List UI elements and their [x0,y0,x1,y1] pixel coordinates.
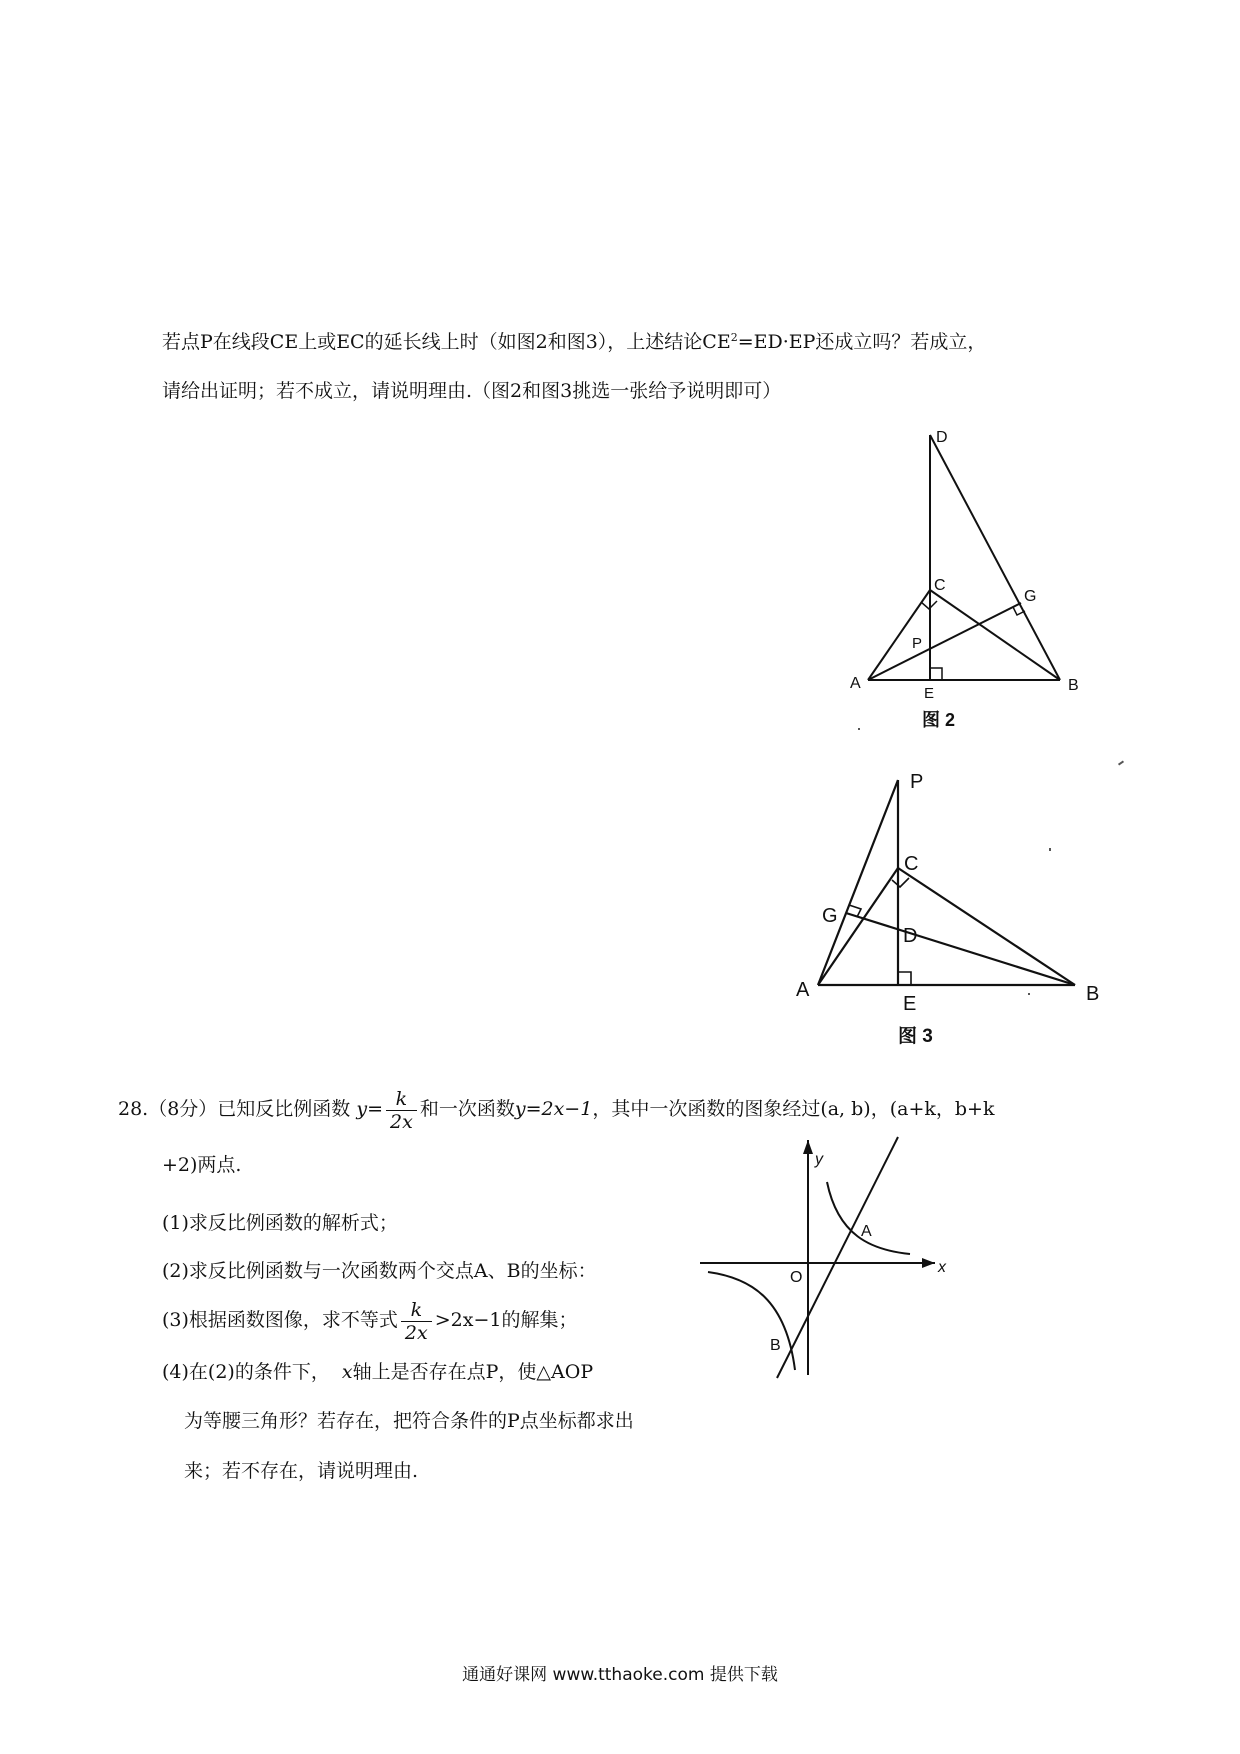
fig2-label-c: C [934,577,946,594]
q28-line2: +2)两点. [162,1154,242,1176]
fig3-label-p: P [910,771,924,793]
graph-label-y: y [815,1151,823,1168]
q28-linear-function: y=2x−1 [514,1098,593,1120]
q28-y-equals: y= [356,1098,384,1120]
q28-sub2: (2)求反比例函数与一次函数两个交点A、B的坐标： [162,1260,597,1282]
q28-sub3-fraction-numerator: k [401,1299,432,1322]
q28-rest-text: ，其中一次函数的图象经过(a, b)，(a+k，b+k [592,1098,995,1120]
q28-sub3-text-a: (3)根据函数图像，求不等式 [162,1309,398,1331]
fig3-label-d: D [903,925,918,947]
graph-label-origin: O [790,1269,803,1286]
footer-credit: 通通好课网 www.tthaoke.com 提供下载 [462,1665,778,1685]
fig3-label-a: A [796,979,810,1001]
q28-sub3-text-b: >2x−1的解集； [434,1309,578,1331]
fig2-label-e: E [924,685,935,702]
fig3-label-g: G [822,905,838,927]
q28-sub4-text-a: (4)在(2)的条件下， [162,1361,330,1383]
fig3-label-b: B [1086,983,1100,1005]
fig2-label-p: P [912,635,923,652]
scan-speck [1028,993,1030,995]
q28-fraction-numerator: k [386,1088,417,1111]
q28-mid-text: 和一次函数 [419,1098,515,1120]
fig3-label-c: C [904,853,919,875]
graph-label-x: x [938,1259,946,1276]
q28-sub4-x: x [341,1361,353,1383]
fig2-label-d: D [936,429,948,446]
q28-sub4-text-b: 轴上是否存在点P，使△AOP [352,1361,594,1383]
part3-line2: 请给出证明；若不成立，请说明理由.（图2和图3挑选一张给予说明即可） [162,380,782,402]
part3-line1-text-a: 若点P在线段CE上或EC的延长线上时（如图2和图3），上述结论CE [162,331,731,353]
fig2-caption: 图 2 [922,710,956,730]
q28-sub4-line2: 为等腰三角形？若存在，把符合条件的P点坐标都求出 [184,1410,634,1432]
q28-sub3-fraction-denominator: 2x [404,1321,428,1344]
part3-line1-text-b: =ED·EP还成立吗？若成立， [737,331,987,353]
scan-speck [1049,848,1051,851]
scan-speck [858,728,860,730]
q28-intro-text: （8分）已知反比例函数 [148,1098,351,1120]
fig3-label-e: E [903,993,917,1015]
part3-line1-superscript: 2 [730,331,738,344]
q28-fraction-denominator: 2x [390,1110,413,1133]
q28-sub4-line3: 来；若不存在，请说明理由. [184,1460,419,1482]
fig2-label-a: A [850,675,861,692]
q28-number: 28. [118,1098,149,1120]
q28-sub1: (1)求反比例函数的解析式； [162,1212,398,1234]
fig3-caption: 图 3 [898,1026,933,1047]
graph-label-b: B [770,1337,781,1354]
graph-label-a: A [861,1223,872,1240]
fig2-label-g: G [1024,588,1037,605]
fig2-label-b: B [1068,677,1079,694]
